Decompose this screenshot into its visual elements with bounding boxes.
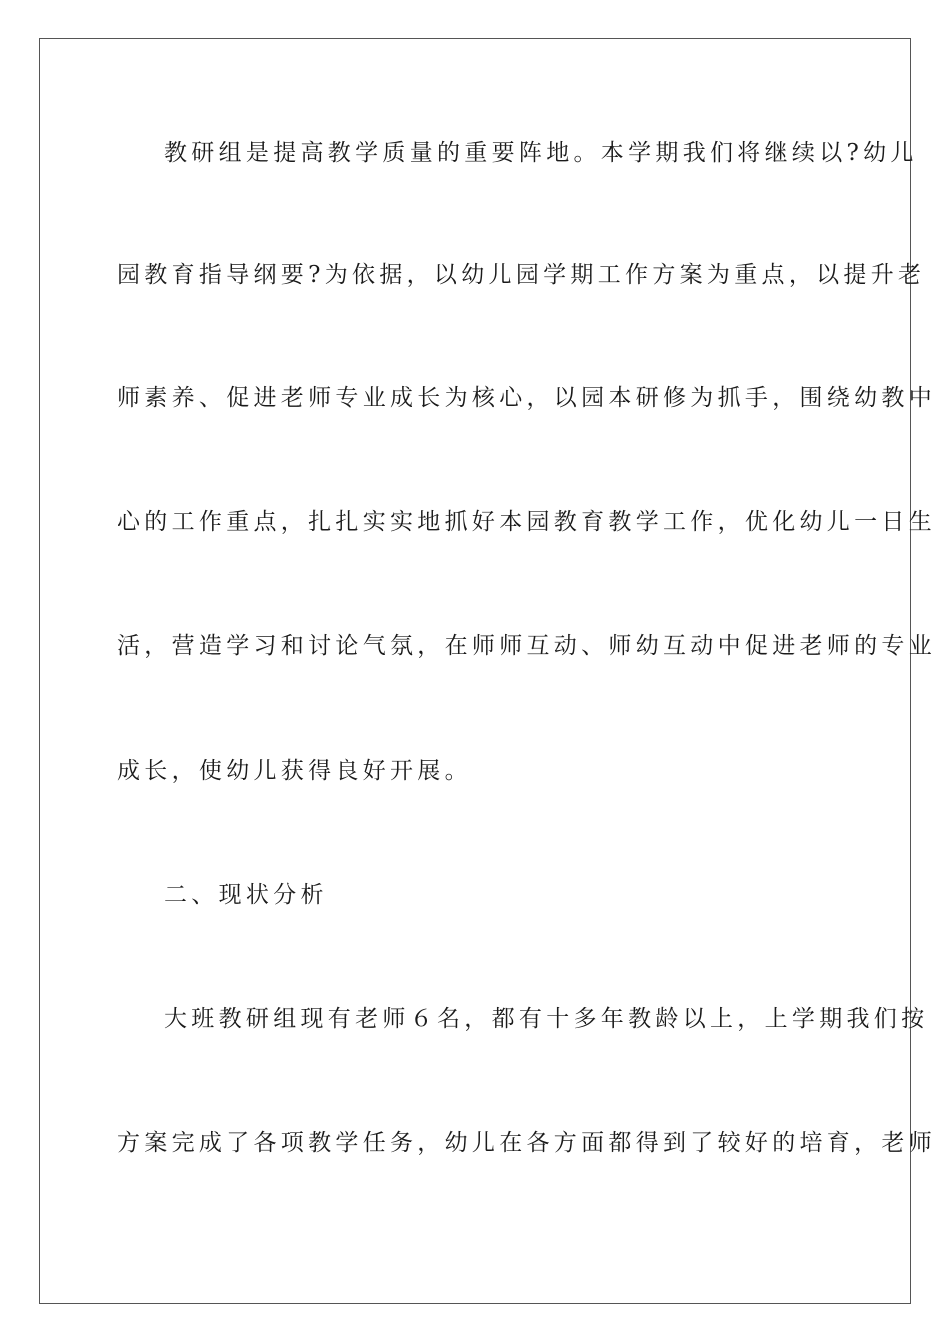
paragraph-line: 心的工作重点，扎扎实实地抓好本园教育教学工作，优化幼儿一日生 [117,509,936,535]
section-heading: 二、现状分析 [164,882,328,908]
paragraph-line: 活，营造学习和讨论气氛，在师师互动、师幼互动中促进老师的专业 [117,633,936,659]
page-border [39,38,936,1304]
paragraph-line: 师素养、促进老师专业成长为核心，以园本研修为抓手，围绕幼教中 [117,385,936,411]
paragraph-line: 方案完成了各项教学任务，幼儿在各方面都得到了较好的培育，老师 [117,1130,936,1156]
paragraph-line: 教研组是提高教学质量的重要阵地。本学期我们将继续以?幼儿 [164,140,918,166]
paragraph-line: 大班教研组现有老师６名，都有十多年教龄以上，上学期我们按 [164,1006,929,1032]
paragraph-line: 园教育指导纲要?为依据，以幼儿园学期工作方案为重点，以提升老 [117,262,926,288]
paragraph-line: 成长，使幼儿获得良好开展。 [117,758,472,784]
